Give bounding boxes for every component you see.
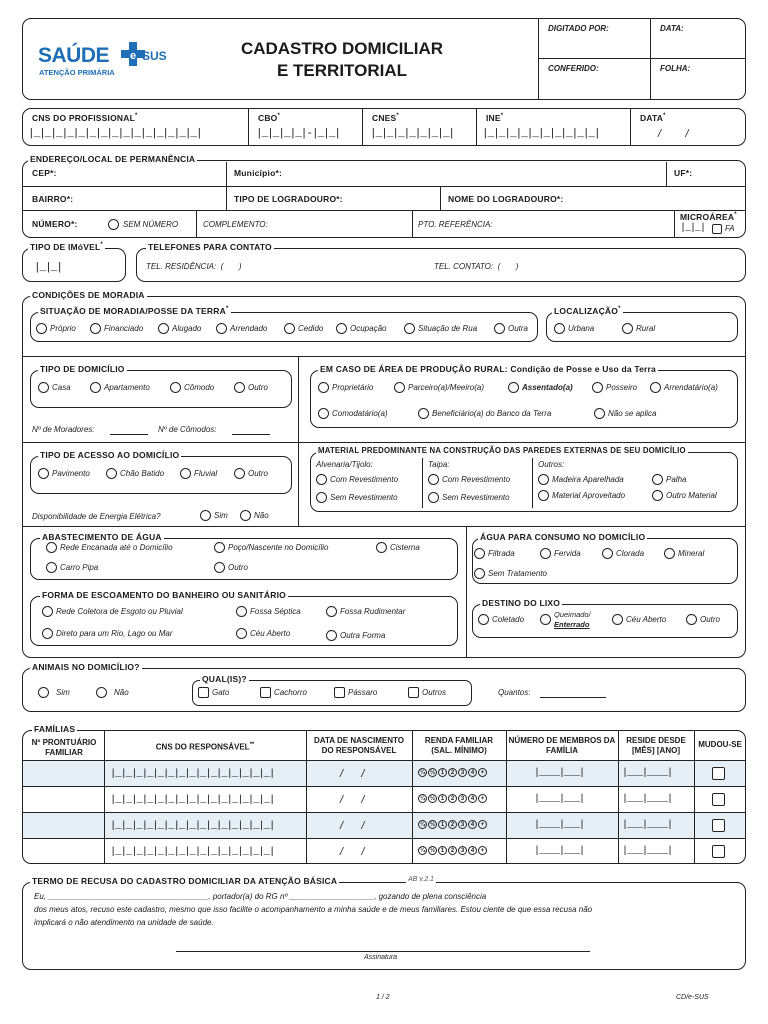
situacao-proprio-radio[interactable] <box>36 323 47 334</box>
rural-beneficiario-a-do-banco-da-terra-radio[interactable] <box>418 408 429 419</box>
agua-sem-tratamento-label: Sem Tratamento <box>488 569 547 578</box>
assinatura-line[interactable] <box>176 951 590 952</box>
renda-option[interactable]: 2 <box>448 768 457 777</box>
rural-posseiro-radio[interactable] <box>592 382 603 393</box>
rural-comodatario-a-label: Comodatário(a) <box>332 409 388 418</box>
cns-profissional-input[interactable]: |_|_|_|_|_|_|_|_|_|_|_|_|_|_|_| <box>28 128 202 140</box>
abastecimento-cisterna-label: Cisterna <box>390 543 420 552</box>
rural-assentado-a-label: Assentado(a) <box>522 383 573 392</box>
familia-reside-input[interactable]: |___|____| <box>622 846 673 857</box>
abastecimento-poco-nascente-no-domicilio-radio[interactable] <box>214 542 225 553</box>
renda-option[interactable]: + <box>478 846 487 855</box>
renda-option[interactable]: 1 <box>438 768 447 777</box>
lixo-coletado-radio[interactable] <box>478 614 489 625</box>
taipa-label: Taipa: <box>428 460 450 469</box>
agua-clorada-radio[interactable] <box>602 548 613 559</box>
quantos-label: Quantos: <box>498 688 531 697</box>
familia-renda-options[interactable] <box>418 820 487 829</box>
acesso-fluvial-label: Fluvial <box>194 469 218 478</box>
familia-renda-options[interactable] <box>418 846 487 855</box>
renda-option[interactable]: ¼ <box>419 822 425 828</box>
localizacao-star: * <box>618 306 621 313</box>
escoamento-direto-para-um-rio-lago-ou-mar-radio[interactable] <box>42 628 53 639</box>
situacao-financiado-label: Financiado <box>104 324 144 333</box>
rural-nao-se-aplica-radio[interactable] <box>594 408 605 419</box>
cbo-label: CBO <box>258 113 278 123</box>
termo-line1: Eu, ____________________________________, portador(a) do RG nº ___________________, gozando de plena consciência <box>34 892 487 901</box>
familia-membros-input[interactable]: |____|___| <box>534 820 585 831</box>
renda-option[interactable]: 4 <box>468 820 477 829</box>
renda-option[interactable]: 2 <box>448 846 457 855</box>
acesso-pavimento-radio[interactable] <box>38 468 49 479</box>
digitado-por-label: DIGITADO POR: <box>548 24 609 33</box>
outros-outro-material-radio[interactable] <box>652 490 663 501</box>
fa-checkbox[interactable] <box>712 224 722 234</box>
rural-parceiro-a-meeiro-a-radio[interactable] <box>394 382 405 393</box>
renda-option[interactable]: ¼ <box>419 848 425 854</box>
municipio-label: Município <box>234 168 276 178</box>
h-prontuario: Nº PRONTUÁRIO FAMILIAR <box>31 738 97 757</box>
familia-renda-options[interactable] <box>418 794 487 803</box>
abastecimento-outro-radio[interactable] <box>214 562 225 573</box>
renda-option[interactable]: 4 <box>468 768 477 777</box>
renda-option[interactable]: 1 <box>438 820 447 829</box>
rural-proprietario-label: Proprietário <box>332 383 374 392</box>
animal-cachorro-label: Cachorro <box>274 688 307 697</box>
acesso-fluvial-radio[interactable] <box>180 468 191 479</box>
acesso-chao-batido-label: Chão Batido <box>120 469 165 478</box>
outros-material-aproveitado-label: Material Aproveitado <box>552 491 626 500</box>
microarea-star: * <box>734 212 737 219</box>
lixo-label: DESTINO DO LIXO <box>482 598 561 608</box>
tipo-logradouro-label: TIPO DE LOGRADOURO <box>234 194 337 204</box>
situacao-proprio-label: Próprio <box>50 324 76 333</box>
ine-star: * <box>500 113 504 120</box>
familias-label: FAMÍLIAS <box>34 724 76 734</box>
alvenaria-com-revestimento-radio[interactable] <box>316 474 327 485</box>
animais-nao-label: Não <box>114 688 129 697</box>
cep-label: CEP <box>32 168 51 178</box>
outros-material-label: Outros: <box>538 460 565 469</box>
rural-posseiro-label: Posseiro <box>606 383 638 392</box>
taipa-sem-revestimento-label: Sem Revestimento <box>442 493 510 502</box>
tipo-domicilio-label: TIPO DE DOMICÍLIO <box>40 364 125 374</box>
situacao-ocupacao-radio[interactable] <box>336 323 347 334</box>
renda-option[interactable]: ¼ <box>419 770 425 776</box>
renda-option[interactable]: 2 <box>448 794 457 803</box>
escoamento-ceu-aberto-radio[interactable] <box>236 628 247 639</box>
renda-option[interactable]: ¼ <box>419 796 425 802</box>
situacao-star: * <box>225 306 229 313</box>
rural-assentado-a-radio[interactable] <box>508 382 519 393</box>
logo-text: SAÚDE <box>38 44 110 67</box>
abastecimento-outro-label: Outro <box>228 563 249 572</box>
complemento-label: COMPLEMENTO: <box>203 220 268 229</box>
situacao-arrendado-label: Arrendado <box>230 324 268 333</box>
tipo-domicilio-outro-label: Outro <box>248 383 269 392</box>
alvenaria-sem-revestimento-radio[interactable] <box>316 492 327 503</box>
outros-madeira-aparelhada-label: Madeira Aparelhada <box>552 475 624 484</box>
familia-nascimento-input[interactable]: / / <box>340 794 365 806</box>
escoamento-outra-forma-label: Outra Forma <box>340 631 386 640</box>
taipa-com-revestimento-label: Com Revestimento <box>442 475 511 484</box>
lixo-outro-radio[interactable] <box>686 614 697 625</box>
assinatura-label: Assinatura <box>364 954 398 961</box>
agua-filtrada-radio[interactable] <box>474 548 485 559</box>
cnes-input[interactable]: |_|_|_|_|_|_|_| <box>370 128 455 140</box>
tipo-logradouro-star: *: <box>336 194 343 204</box>
nome-logradouro-star: *: <box>556 194 564 204</box>
h-cns-stars: ** <box>249 742 255 748</box>
rural-beneficiario-a-do-banco-da-terra-label: Beneficiário(a) do Banco da Terra <box>432 409 552 418</box>
familia-mudou-checkbox[interactable] <box>712 767 725 780</box>
familia-cns-input[interactable]: |_|_|_|_|_|_|_|_|_|_|_|_|_|_|_| <box>110 820 275 832</box>
lixo-enterrado-label: Enterrado <box>554 620 590 629</box>
abastecimento-cisterna-radio[interactable] <box>376 542 387 553</box>
termo-line3: implicará o não atendimento na unidade de saúde. <box>34 918 214 927</box>
renda-option[interactable]: 4 <box>468 846 477 855</box>
lixo-queimado-label: Queimado/ <box>554 610 591 619</box>
microarea-label: MICROÁREA <box>680 212 735 222</box>
numero-star: *: <box>70 219 78 229</box>
acesso-chao-batido-radio[interactable] <box>106 468 117 479</box>
familia-membros-input[interactable]: |____|___| <box>534 846 585 857</box>
localizacao-urbana-label: Urbana <box>568 324 595 333</box>
familia-mudou-checkbox[interactable] <box>712 793 725 806</box>
rural-proprietario-radio[interactable] <box>318 382 329 393</box>
situacao-cedido-label: Cedido <box>298 324 324 333</box>
familia-membros-input[interactable]: |____|___| <box>534 794 585 805</box>
acesso-outro-label: Outro <box>248 469 269 478</box>
situacao-outra-label: Outra <box>508 324 529 333</box>
moradia-section-label: CONDIÇÕES DE MORADIA <box>32 290 145 300</box>
sem-numero-label: SEM NÚMERO <box>123 220 179 229</box>
h-renda: RENDA FAMILIAR (SAL. MÍNIMO) <box>424 736 494 755</box>
escoamento-outra-forma-radio[interactable] <box>326 630 337 641</box>
rural-box <box>310 370 738 428</box>
alvenaria-com-revestimento-label: Com Revestimento <box>330 475 399 484</box>
data-prof-input[interactable]: / / <box>658 128 689 140</box>
logo-sub: ATENÇÃO PRIMÁRIA <box>39 68 115 77</box>
renda-option[interactable]: 3 <box>458 794 467 803</box>
renda-option[interactable]: + <box>478 820 487 829</box>
data-star: * <box>663 113 666 120</box>
familia-mudou-checkbox[interactable] <box>712 845 725 858</box>
tipo-domicilio-casa-label: Casa <box>52 383 71 392</box>
renda-option[interactable]: ½ <box>429 822 435 828</box>
rural-parceiro-a-meeiro-a-label: Parceiro(a)/Meeiro(a) <box>408 383 485 392</box>
energia-sim-label: Sim <box>214 511 228 520</box>
renda-option[interactable]: + <box>478 794 487 803</box>
animais-sim-label: Sim <box>56 688 70 697</box>
telefones-label: TELEFONES PARA CONTATO <box>148 242 272 252</box>
outros-madeira-aparelhada-radio[interactable] <box>538 474 549 485</box>
escoamento-fossa-rudimentar-radio[interactable] <box>326 606 337 617</box>
renda-option[interactable]: 1 <box>438 846 447 855</box>
localizacao-urbana-radio[interactable] <box>554 323 565 334</box>
agua-mineral-radio[interactable] <box>664 548 675 559</box>
escoamento-direto-para-um-rio-lago-ou-mar-label: Direto para um Rio, Lago ou Mar <box>56 629 173 638</box>
h-membros: NÚMERO DE MEMBROS DA FAMÍLIA <box>508 736 616 755</box>
municipio-star: *: <box>275 168 283 178</box>
tipo-domicilio-apartamento-label: Apartamento <box>104 383 150 392</box>
acesso-pavimento-label: Pavimento <box>52 469 90 478</box>
renda-option[interactable]: 2 <box>448 820 457 829</box>
agua-sem-tratamento-radio[interactable] <box>474 568 485 579</box>
data-prof-label: DATA <box>640 113 664 123</box>
rural-comodatario-a-radio[interactable] <box>318 408 329 419</box>
rural-nao-se-aplica-label: Não se aplica <box>608 409 657 418</box>
renda-option[interactable]: + <box>478 768 487 777</box>
tipo-imovel-star: * <box>100 242 103 249</box>
material-label: MATERIAL PREDOMINANTE NA CONSTRUÇÃO DAS PAREDES EXTERNAS DE SEU DOMICÍLIO <box>318 446 686 455</box>
renda-option[interactable]: ½ <box>429 796 435 802</box>
rural-arrendatario-a-label: Arrendatário(a) <box>664 383 718 392</box>
n-comodos-label: Nº de Cômodos: <box>158 425 217 434</box>
page-number: 1 / 2 <box>376 994 390 1001</box>
situacao-situacao-de-rua-label: Situação de Rua <box>418 324 478 333</box>
escoamento-rede-coletora-de-esgoto-ou-pluvial-label: Rede Coletora de Esgoto ou Pluvial <box>56 607 183 616</box>
rural-label: EM CASO DE ÁREA DE PRODUÇÃO RURAL: Condição de Posse e Uso da Terra <box>320 364 656 374</box>
cnes-label: CNES <box>372 113 397 123</box>
animais-label: ANIMAIS NO DOMICÍLIO? <box>32 662 140 672</box>
uf-label: UF <box>674 168 686 178</box>
escoamento-box <box>30 596 458 646</box>
animal-gato-label: Gato <box>212 688 230 697</box>
bairro-label: BAIRRO <box>32 194 67 204</box>
animal-outros-checkbox[interactable] <box>408 687 419 698</box>
alvenaria-sem-revestimento-label: Sem Revestimento <box>330 493 398 502</box>
page-title <box>212 38 472 82</box>
familia-mudou-checkbox[interactable] <box>712 819 725 832</box>
agua-fervida-radio[interactable] <box>540 548 551 559</box>
alvenaria-label: Alvenaria/Tijolo: <box>316 460 373 469</box>
uf-star: *: <box>685 168 693 178</box>
abastecimento-carro-pipa-label: Carro Pipa <box>60 563 99 572</box>
lixo-queimado-enterrado-radio[interactable] <box>540 614 551 625</box>
animais-sim-radio[interactable] <box>38 687 49 698</box>
h-cns: CNS DO RESPONSÁVEL <box>155 742 250 752</box>
situacao-alugado-label: Alugado <box>172 324 202 333</box>
tel-residencia-input[interactable]: TEL. RESIDÊNCIA: ( ) <box>146 262 242 271</box>
rural-arrendatario-a-radio[interactable] <box>650 382 661 393</box>
form-code: CD/e-SUS <box>676 994 709 1001</box>
energia-nao-label: Não <box>254 511 269 520</box>
logo <box>38 44 178 84</box>
situacao-situacao-de-rua-radio[interactable] <box>404 323 415 334</box>
cep-star: *: <box>50 168 57 178</box>
abastecimento-label: ABASTECIMENTO DE ÁGUA <box>42 532 162 542</box>
agua-clorada-label: Clorada <box>616 549 645 558</box>
termo-text <box>34 890 740 929</box>
logo-sus: SUS <box>142 49 167 63</box>
animal-passaro-label: Pássaro <box>348 688 378 697</box>
escoamento-fossa-septica-label: Fossa Séptica <box>250 607 301 616</box>
termo-version: AB v.2.1 <box>408 876 434 883</box>
taipa-sem-revestimento-radio[interactable] <box>428 492 439 503</box>
animais-nao-radio[interactable] <box>96 687 107 698</box>
situacao-alugado-radio[interactable] <box>158 323 169 334</box>
escoamento-ceu-aberto-label: Céu Aberto <box>250 629 291 638</box>
abastecimento-carro-pipa-radio[interactable] <box>46 562 57 573</box>
tipo-imovel-input[interactable]: |_|_| <box>34 262 63 274</box>
localizacao-rural-label: Rural <box>636 324 656 333</box>
cbo-star: * <box>277 113 281 120</box>
taipa-com-revestimento-radio[interactable] <box>428 474 439 485</box>
familia-renda-options[interactable] <box>418 768 487 777</box>
situacao-ocupacao-label: Ocupação <box>350 324 387 333</box>
escoamento-fossa-rudimentar-label: Fossa Rudimentar <box>340 607 406 616</box>
fa-label: FA <box>725 224 735 233</box>
data-label: DATA: <box>660 24 684 33</box>
abastecimento-rede-encanada-ate-o-domicilio-label: Rede Encanada até o Domicílio <box>60 543 173 552</box>
h-reside: RESIDE DESDE [MÊS] [ANO] <box>626 736 686 755</box>
abastecimento-rede-encanada-ate-o-domicilio-radio[interactable] <box>46 542 57 553</box>
lixo-ceu-aberto-label: Céu Aberto <box>626 615 667 624</box>
familia-reside-input[interactable]: |___|____| <box>622 794 673 805</box>
animal-cachorro-checkbox[interactable] <box>260 687 271 698</box>
tipo-domicilio-casa-radio[interactable] <box>38 382 49 393</box>
renda-option[interactable]: 3 <box>458 768 467 777</box>
cns-star: * <box>134 113 138 120</box>
tipo-imovel-label: TIPO DE IMóVEL <box>30 242 101 252</box>
renda-option[interactable]: 3 <box>458 846 467 855</box>
nome-logradouro-label: NOME DO LOGRADOURO <box>448 194 557 204</box>
familia-nascimento-input[interactable]: / / <box>340 820 365 832</box>
familia-reside-input[interactable]: |___|____| <box>622 820 673 831</box>
agua-consumo-label: ÁGUA PARA CONSUMO NO DOMICÍLIO <box>480 532 646 542</box>
animal-outros-label: Outros <box>422 688 447 697</box>
numero-label: NÚMERO <box>32 219 71 229</box>
animal-passaro-checkbox[interactable] <box>334 687 345 698</box>
familia-cns-input[interactable]: |_|_|_|_|_|_|_|_|_|_|_|_|_|_|_| <box>110 846 275 858</box>
energia-nao-radio[interactable] <box>240 510 251 521</box>
familia-cns-input[interactable]: |_|_|_|_|_|_|_|_|_|_|_|_|_|_|_| <box>110 768 275 780</box>
familia-nascimento-input[interactable]: / / <box>340 768 365 780</box>
agua-filtrada-label: Filtrada <box>488 549 515 558</box>
agua-fervida-label: Fervida <box>554 549 581 558</box>
sem-numero-radio[interactable] <box>108 219 119 230</box>
microarea-input[interactable]: |_|_| <box>680 223 706 234</box>
renda-option[interactable]: ½ <box>429 770 435 776</box>
cnes-star: * <box>396 113 399 120</box>
renda-option[interactable]: ½ <box>429 848 435 854</box>
conferido-label: CONFERIDO: <box>548 64 599 73</box>
escoamento-fossa-septica-radio[interactable] <box>236 606 247 617</box>
tipo-domicilio-apartamento-radio[interactable] <box>90 382 101 393</box>
outros-palha-radio[interactable] <box>652 474 663 485</box>
localizacao-rural-radio[interactable] <box>622 323 633 334</box>
situacao-outra-radio[interactable] <box>494 323 505 334</box>
tipo-domicilio-comodo-label: Cômodo <box>184 383 215 392</box>
situacao-label: SITUAÇÃO DE MORADIA/POSSE DA TERRA <box>40 306 226 316</box>
acesso-label: TIPO DE ACESSO AO DOMICÍLIO <box>40 450 180 460</box>
renda-option[interactable]: 3 <box>458 820 467 829</box>
quais-label: QUAL(IS)? <box>202 674 247 684</box>
lixo-coletado-label: Coletado <box>492 615 525 624</box>
pto-referencia-label: PTO. REFERÊNCIA: <box>418 220 493 229</box>
termo-line2: dos meus atos, recuso este cadastro, mesmo que isso facilite o acompanhamento a minha saúde e de meus familiares. Estou ciente de que essa recusa não <box>34 905 593 914</box>
outros-outro-material-label: Outro Material <box>666 491 717 500</box>
energia-label: Disponibilidade de Energia Elétrica? <box>32 512 161 521</box>
situacao-arrendado-radio[interactable] <box>216 323 227 334</box>
cns-profissional-label: CNS DO PROFISSIONAL <box>32 113 135 123</box>
ine-input[interactable]: |_|_|_|_|_|_|_|_|_|_| <box>482 128 600 140</box>
tel-contato-input[interactable]: TEL. CONTATO: ( ) <box>434 262 519 271</box>
localizacao-label: LOCALIZAÇÃO <box>554 306 619 316</box>
h-nasc: DATA DE NASCIMENTO DO RESPONSÁVEL <box>314 736 404 755</box>
renda-option[interactable]: 4 <box>468 794 477 803</box>
situacao-financiado-radio[interactable] <box>90 323 101 334</box>
outros-palha-label: Palha <box>666 475 687 484</box>
familia-nascimento-input[interactable]: / / <box>340 846 365 858</box>
tipo-domicilio-outro-radio[interactable] <box>234 382 245 393</box>
bairro-star: *: <box>66 194 74 204</box>
n-moradores-label: Nº de Moradores: <box>32 425 95 434</box>
ine-label: INE <box>486 113 501 123</box>
animal-gato-checkbox[interactable] <box>198 687 209 698</box>
familia-reside-input[interactable]: |___|____| <box>622 768 673 779</box>
logo-e: e <box>129 50 137 62</box>
abastecimento-poco-nascente-no-domicilio-label: Poço/Nascente no Domicílio <box>228 543 329 552</box>
tipo-domicilio-comodo-radio[interactable] <box>170 382 181 393</box>
title-line1: CADASTRO DOMICILIAR <box>240 39 444 58</box>
agua-mineral-label: Mineral <box>678 549 705 558</box>
escoamento-label: FORMA DE ESCOAMENTO DO BANHEIRO OU SANITÁRIO <box>42 590 286 600</box>
h-mudou: MUDOU-SE <box>698 740 742 749</box>
familia-cns-input[interactable]: |_|_|_|_|_|_|_|_|_|_|_|_|_|_|_| <box>110 794 275 806</box>
lixo-ceu-aberto-radio[interactable] <box>612 614 623 625</box>
endereco-section-label: ENDEREÇO/LOCAL DE PERMANÊNCIA <box>30 154 196 164</box>
folha-label: FOLHA: <box>660 64 691 73</box>
cbo-input[interactable]: |_|_|_|_|-|_|_| <box>256 128 341 140</box>
termo-label: TERMO DE RECUSA DO CADASTRO DOMICILIAR DA ATENÇÃO BÁSICA <box>32 876 338 886</box>
energia-sim-radio[interactable] <box>200 510 211 521</box>
outros-material-aproveitado-radio[interactable] <box>538 490 549 501</box>
title-line2: E TERRITORIAL <box>276 61 408 80</box>
escoamento-rede-coletora-de-esgoto-ou-pluvial-radio[interactable] <box>42 606 53 617</box>
renda-option[interactable]: 1 <box>438 794 447 803</box>
acesso-outro-radio[interactable] <box>234 468 245 479</box>
lixo-outro-label: Outro <box>700 615 721 624</box>
situacao-cedido-radio[interactable] <box>284 323 295 334</box>
familia-membros-input[interactable]: |____|___| <box>534 768 585 779</box>
